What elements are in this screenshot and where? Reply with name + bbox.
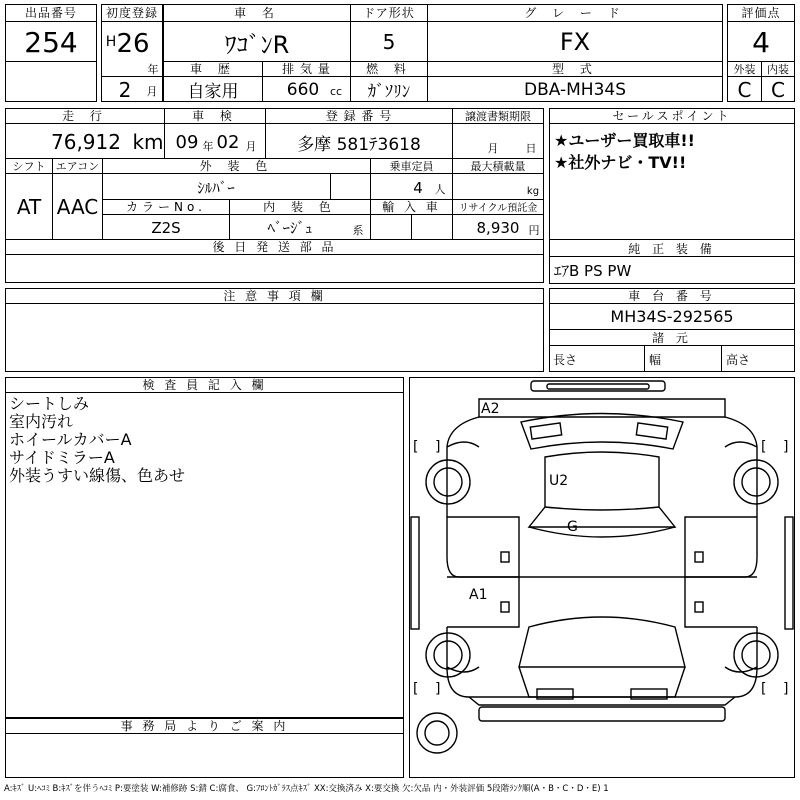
- inspection-year: 09: [175, 131, 199, 153]
- bracket-rl-close: ]: [435, 681, 441, 697]
- ext-color-value: ｼﾙﾊﾞｰ: [197, 178, 235, 197]
- grade-label: グ レ ー ド: [427, 4, 723, 22]
- car-name-value: ﾜｺﾞﾝR: [224, 30, 290, 59]
- bracket-fl-close: ]: [435, 439, 441, 455]
- transfer-month-unit: 月: [487, 142, 499, 155]
- displacement-label: 排 気 量: [262, 61, 351, 77]
- lot-no-value: 254: [24, 25, 78, 59]
- recycle-value: 8,930: [476, 219, 520, 237]
- color-no-label: カラーNo.: [102, 199, 230, 215]
- inspector-note-2: 室内汚れ: [9, 412, 74, 431]
- first-reg-month-divider: [101, 76, 163, 77]
- inspector-note-1: シートしみ: [9, 394, 90, 413]
- mark-a2: A2: [481, 401, 500, 417]
- model-label: 型 式: [427, 61, 723, 77]
- bracket-fl-open: [: [413, 439, 419, 455]
- mileage-unit: km: [132, 130, 164, 154]
- bracket-fr-open: [: [761, 439, 767, 455]
- notes-label: 注 意 事 項 欄: [5, 288, 544, 304]
- displacement-value: 660: [286, 79, 320, 100]
- era-value: H: [105, 34, 117, 50]
- sales-point-label: セールスポイント: [549, 108, 795, 124]
- later-parts-label: 後 日 発 送 部 品: [5, 239, 544, 255]
- transfer-label: 譲渡書類期限: [452, 108, 544, 124]
- bracket-fr-close: ]: [783, 439, 789, 455]
- bracket-rr-open: [: [761, 681, 767, 697]
- interior-label: 内装: [761, 61, 795, 77]
- inspector-label: 検 査 員 記 入 欄: [5, 377, 404, 393]
- first-reg-year: 26: [116, 29, 150, 59]
- ac-label: エアコン: [52, 158, 103, 174]
- car-name-label: 車 名: [163, 4, 351, 22]
- recycle-unit: 円: [528, 224, 540, 237]
- capacity-label: 乗車定員: [370, 158, 453, 174]
- recycle-label: リサイクル預託金: [452, 199, 544, 215]
- month-unit: 月: [146, 85, 158, 98]
- ext-color-label: 外 装 色: [102, 158, 371, 174]
- shift-label: シフト: [5, 158, 53, 174]
- mark-a1: A1: [469, 587, 488, 603]
- history-label: 車 歴: [163, 61, 263, 77]
- interior-value: C: [771, 77, 785, 102]
- ext-color-divider: [330, 174, 331, 200]
- car-diagram: [409, 377, 795, 778]
- import-divider: [411, 215, 412, 240]
- mark-g: G: [567, 519, 578, 535]
- genuine-label: 純 正 装 備: [549, 239, 795, 257]
- shift-value: AT: [16, 195, 42, 219]
- transfer-day-unit: 日: [525, 142, 537, 155]
- lot-no-label: 出品番号: [5, 4, 97, 22]
- displacement-unit: cc: [329, 84, 343, 98]
- int-color-label: 内 装 色: [229, 199, 371, 215]
- color-no-value: Z2S: [151, 218, 181, 237]
- inspection-label: 車 検: [164, 108, 266, 124]
- exterior-value: C: [737, 77, 752, 102]
- genuine-value: ｴｱB PS PW: [554, 261, 632, 280]
- bracket-rr-close: ]: [783, 681, 789, 697]
- inspection-month-unit: 月: [245, 140, 257, 153]
- sales-point-2: ★社外ナビ・TV!!: [554, 152, 687, 172]
- width-label: 幅: [645, 346, 722, 372]
- mileage-value: 76,912: [51, 130, 121, 154]
- bracket-rl-open: [: [413, 681, 419, 697]
- fuel-label: 燃 料: [350, 61, 428, 77]
- first-reg-month: 2: [118, 78, 132, 102]
- ac-value: AAC: [56, 195, 99, 219]
- chassis-label: 車 台 番 号: [549, 288, 795, 304]
- score-value: 4: [752, 25, 770, 59]
- mark-u2: U2: [549, 473, 569, 489]
- length-label: 長さ: [549, 346, 645, 372]
- history-value: 自家用: [187, 82, 239, 102]
- max-load-label: 最大積載量: [452, 158, 544, 174]
- capacity-unit: 人: [434, 183, 446, 196]
- mileage-label: 走 行: [5, 108, 165, 124]
- chassis-value: MH34S-292565: [549, 304, 795, 330]
- reg-no-label: 登 録 番 号: [265, 108, 453, 124]
- import-label: 輸 入 車: [370, 199, 453, 215]
- int-color-unit: 系: [352, 224, 364, 237]
- door-label: ドア形状: [350, 4, 428, 22]
- sales-point-1: ★ユーザー買取車!!: [554, 130, 695, 150]
- inspector-note-4: サイドミラーA: [9, 448, 115, 467]
- legend-text: A:ｷｽﾞ U:ﾍｺﾐ B:ｷｽﾞを伴うﾍｺﾐ P:要塗装 W:補修跡 S:錆 C:腐食、 G:ﾌﾛﾝﾄｶﾞﾗｽ点ｷｽﾞ XX:交換済み X:要交換 欠:欠品 内・外装評価 5段階ﾗﾝｸ順(A・B・C・D・E) 1: [4, 784, 609, 794]
- int-color-value: ﾍﾞｰｼﾞｭ: [267, 219, 313, 237]
- grade-value: FX: [559, 28, 591, 56]
- inspector-note-3: ホイールカバーA: [9, 430, 132, 449]
- inspection-year-unit: 年: [202, 140, 214, 153]
- door-value: 5: [382, 30, 396, 54]
- dimensions-label: 諸 元: [549, 330, 795, 346]
- capacity-value: 4: [413, 179, 423, 197]
- exterior-label: 外装: [727, 61, 762, 77]
- fuel-value: ｶﾞｿﾘﾝ: [367, 82, 411, 102]
- reg-no-value: 多摩 581ﾃ3618: [297, 134, 421, 155]
- office-label: 事 務 局 よ り ご 案 内: [5, 718, 404, 734]
- model-value: DBA-MH34S: [523, 79, 627, 100]
- score-label: 評価点: [727, 4, 795, 22]
- max-load-unit: kg: [526, 185, 540, 197]
- lot-no-blank: [5, 61, 97, 102]
- height-label: 高さ: [726, 352, 751, 367]
- first-reg-label: 初度登録: [101, 4, 163, 22]
- year-unit: 年: [147, 63, 159, 76]
- inspection-month: 02: [216, 131, 240, 153]
- inspector-note-5: 外装うすい線傷、色あせ: [9, 466, 186, 485]
